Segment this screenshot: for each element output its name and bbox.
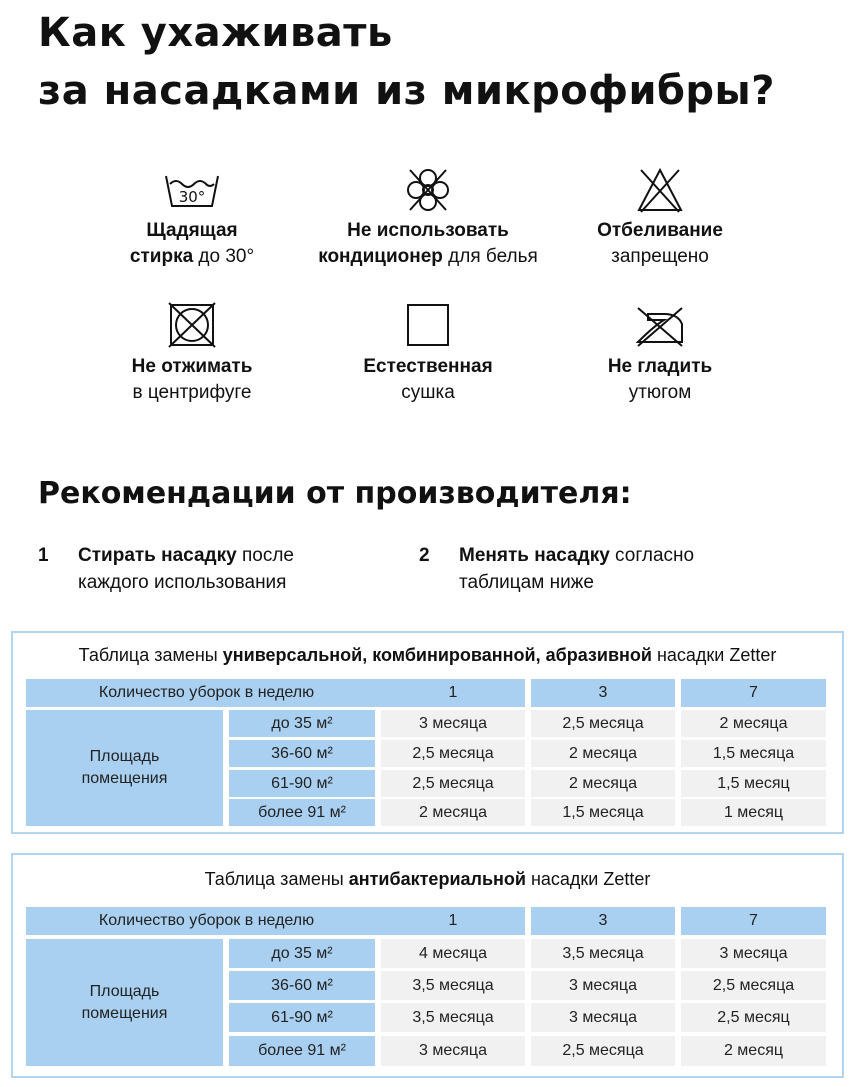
table-cell: 2,5 месяца [681, 971, 826, 1000]
table-row-area: более 91 м² [229, 1036, 375, 1066]
page-title-line-1: Как ухаживать [38, 10, 393, 56]
care-label-bold: Щадящая [146, 220, 238, 241]
natural-dry-icon [405, 302, 451, 348]
table-row-area: 36-60 м² [229, 740, 375, 767]
table-cell: 3 месяца [681, 939, 826, 968]
table-cell: 2 месяца [681, 710, 826, 737]
care-item-spin [62, 302, 322, 406]
table-cell: 1 месяц [681, 799, 826, 826]
table-cell: 3,5 месяца [381, 971, 525, 1000]
table-cell: 1,5 месяца [681, 740, 826, 767]
care-label-rest: в центрифуге [132, 382, 252, 403]
wash-temp-label: 30° [178, 188, 206, 206]
table-col-header: 1 [381, 679, 525, 707]
table-col-header: 3 [531, 907, 675, 935]
recommendation-bold: Менять насадку [459, 545, 610, 566]
care-label-bold: Не гладить [607, 356, 713, 377]
care-item-wash [62, 170, 322, 270]
recommendation-rest: согласно [609, 545, 695, 566]
care-label-rest: запрещено [611, 246, 709, 267]
table-cell: 2 месяца [381, 799, 525, 826]
table-cell: 2,5 месяца [381, 770, 525, 797]
table-area-label: Площадь помещения [26, 939, 223, 1066]
table-cell: 1,5 месяца [531, 799, 675, 826]
table-cell: 3,5 месяца [531, 939, 675, 968]
care-label-bold: стирка [129, 246, 194, 267]
care-label-bold: Естественная [363, 356, 493, 377]
recommendation-number: 2 [419, 545, 430, 566]
wash-30-icon [162, 170, 222, 212]
care-item-bleach [530, 166, 790, 270]
table-area-label: Площадь помещения [26, 710, 223, 826]
table-row-area: 61-90 м² [229, 1003, 375, 1032]
table-row-area: до 35 м² [229, 939, 375, 968]
table-cell: 3 месяца [381, 1036, 525, 1066]
care-label-bold: Не использовать [347, 220, 509, 241]
table-caption: Таблица замены универсальной, комбинированной, абразивной насадки Zetter [78, 645, 777, 665]
no-iron-icon [634, 304, 686, 348]
care-label-rest: утюгом [628, 382, 692, 403]
table-cell: 2,5 месяца [381, 740, 525, 767]
replacement-table-antibacterial [11, 853, 844, 1078]
table-cell: 2 месяца [531, 770, 675, 797]
recommendation-line2: каждого использования [78, 572, 287, 593]
recommendation-rest: после [236, 545, 294, 566]
table-col-header: 7 [681, 679, 826, 707]
table-col-header: 7 [681, 907, 826, 935]
table-cell: 1,5 месяц [681, 770, 826, 797]
care-item-iron [530, 304, 790, 406]
page-title [38, 4, 838, 120]
table-col-header: 1 [381, 907, 525, 935]
table-cell: 2 месяц [681, 1036, 826, 1066]
care-label-rest: сушка [401, 382, 455, 403]
recommendation-line2: таблицам ниже [459, 572, 594, 593]
care-item-conditioner [298, 168, 558, 270]
table-cell: 3 месяца [381, 710, 525, 737]
table-row-area: 36-60 м² [229, 971, 375, 1000]
table-cell: 3 месяца [531, 971, 675, 1000]
table-cell: 4 месяца [381, 939, 525, 968]
table-row-area: 61-90 м² [229, 770, 375, 797]
table-cell: 3,5 месяца [381, 1003, 525, 1032]
table-cell: 2,5 месяц [681, 1003, 826, 1032]
care-label-bold: Отбеливание [597, 220, 723, 241]
care-label-bold: Не отжимать [131, 356, 253, 377]
table-header-label: Количество уборок в неделю [26, 907, 387, 935]
recommendation-number: 1 [38, 545, 49, 566]
table-caption: Таблица замены антибактериальной насадки Zetter [204, 869, 651, 889]
table-cell: 2,5 месяца [531, 1036, 675, 1066]
care-label-bold: кондиционер [318, 246, 443, 267]
table-cell: 2,5 месяца [531, 710, 675, 737]
table-row-area: до 35 м² [229, 710, 375, 737]
care-item-dry [298, 302, 558, 406]
no-conditioner-icon [404, 168, 452, 212]
page-title-line-2: за насадками из микрофибры? [38, 68, 775, 114]
no-bleach-icon [635, 166, 685, 214]
table-header-label: Количество уборок в неделю [26, 679, 387, 707]
care-label-rest: для белья [442, 246, 538, 267]
no-tumble-dry-icon [166, 302, 218, 348]
recommendations-title: Рекомендации от производителя: [38, 476, 632, 511]
care-label-rest: до 30° [193, 246, 255, 267]
table-col-header: 3 [531, 679, 675, 707]
table-row-area: более 91 м² [229, 799, 375, 826]
replacement-table-universal [11, 631, 844, 834]
recommendation-bold: Стирать насадку [78, 545, 237, 566]
table-cell: 3 месяца [531, 1003, 675, 1032]
table-cell: 2 месяца [531, 740, 675, 767]
